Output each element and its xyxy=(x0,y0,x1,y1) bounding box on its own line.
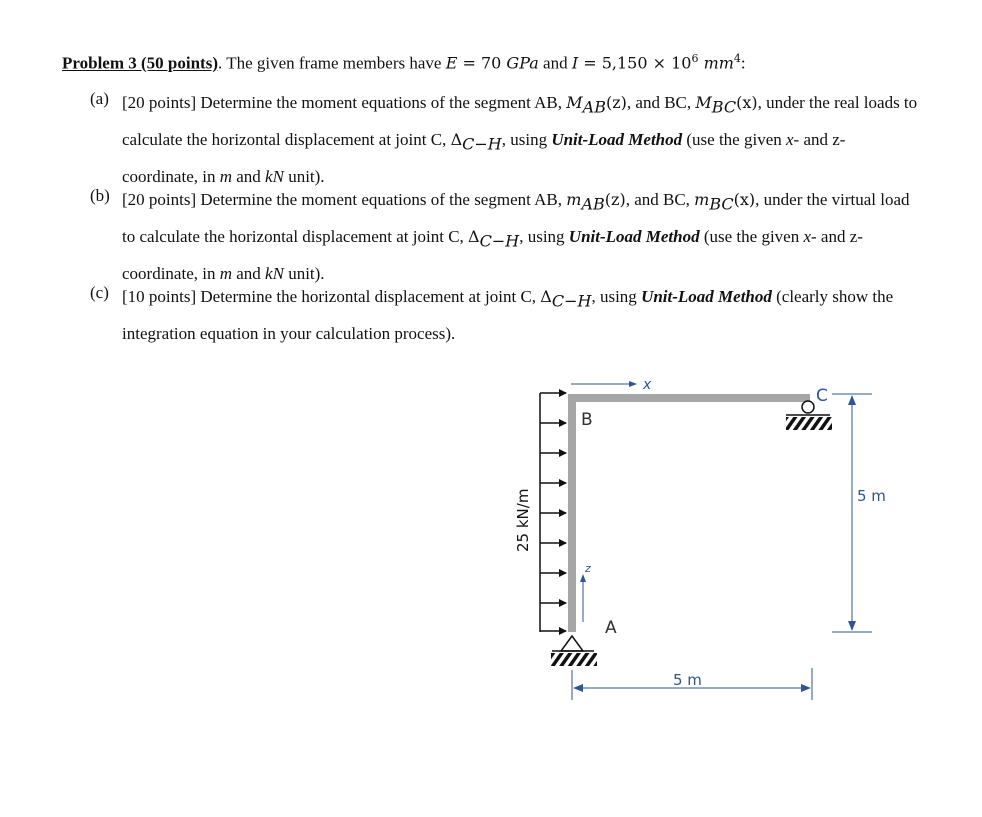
x-axis-label: x xyxy=(643,377,652,393)
I-exponent: 6 xyxy=(691,52,699,65)
joint-C-label: C xyxy=(816,386,828,406)
part-a-text-7: and xyxy=(232,166,266,186)
I-unit: mm xyxy=(698,53,734,73)
part-c-delta: Δ xyxy=(540,287,552,306)
part-a-M-BC: M xyxy=(695,93,712,112)
part-b-text-3: , under the virtual load to calculate the horizontal displacement at joint C, xyxy=(122,190,910,246)
part-a-M-BC-arg: (x) xyxy=(736,93,758,112)
part-b-text-6: - and z-coordinate, in xyxy=(122,226,863,283)
part-b-m-AB-sub: AB xyxy=(581,194,605,214)
part-a-text-8: unit). xyxy=(283,166,325,186)
part-b-text-5: (use the given xyxy=(699,226,804,246)
load-label: 25 kN/m xyxy=(514,488,532,552)
part-a-M-AB-arg: (z) xyxy=(605,93,627,112)
part-a-delta: Δ xyxy=(450,129,463,149)
part-a-text-1: [20 points] Determine the moment equations of the segment AB, xyxy=(122,93,567,112)
part-a-method: Unit-Load Method xyxy=(551,129,683,149)
part-b-text-7: and xyxy=(232,263,266,283)
part-c-text-3: (clearly show the integration equation in your calculation process). xyxy=(122,287,894,343)
part-b-m-BC-arg: (x) xyxy=(733,190,756,209)
I-symbol: I xyxy=(571,53,579,73)
part-b-text-8: unit). xyxy=(283,263,325,283)
E-symbol: E xyxy=(445,53,458,73)
I-unit-exponent: 4 xyxy=(733,52,741,65)
and-text: and xyxy=(538,53,572,73)
part-b-label: (b) xyxy=(90,186,110,205)
problem-heading: Problem 3 (50 points) xyxy=(62,53,218,73)
E-value: = 70 xyxy=(457,53,507,73)
part-c-text-1: [10 points] Determine the horizontal displacement at joint C, xyxy=(122,287,541,306)
part-b-delta-sub: C−H xyxy=(479,231,520,251)
part-a-text-4: , using xyxy=(501,129,552,149)
part-a-M-AB: M xyxy=(566,93,583,112)
colon: : xyxy=(740,53,746,73)
part-a-m: m xyxy=(219,166,232,186)
I-value: = 5,150 × 10 xyxy=(578,53,692,73)
part-b-x: x xyxy=(803,226,812,246)
distributed-load xyxy=(540,393,566,632)
height-dimension xyxy=(832,394,872,632)
part-a-delta-sub: C−H xyxy=(462,134,502,154)
part-c-method: Unit-Load Method xyxy=(641,287,772,306)
part-b-kn: kN xyxy=(265,263,284,283)
part-b-text-1: [20 points] Determine the moment equations of the segment AB, xyxy=(122,190,567,209)
part-a-x: x xyxy=(786,129,794,149)
intro-text: . The given frame members have xyxy=(218,53,446,73)
part-b-m: m xyxy=(219,263,232,283)
part-a-text-5: (use the given xyxy=(682,129,786,149)
part-b-m-BC-sub: BC xyxy=(709,194,734,214)
part-a-text-2: , and BC, xyxy=(626,93,696,112)
part-b-text-2: , and BC, xyxy=(625,190,695,209)
part-c-label: (c) xyxy=(90,283,109,302)
part-b-m-BC: m xyxy=(694,190,710,209)
z-axis-label: z xyxy=(585,562,591,575)
E-unit: GPa xyxy=(506,53,539,73)
joint-B-label: B xyxy=(581,410,593,430)
height-dimension-label: 5 m xyxy=(857,487,886,505)
part-b-m-AB: m xyxy=(566,190,582,209)
part-b-m-AB-arg: (z) xyxy=(604,190,626,209)
part-a-text-3: , under the real loads to calculate the horizontal displacement at joint C, xyxy=(122,93,918,149)
part-c-delta-sub: C−H xyxy=(551,291,592,311)
joint-A-label: A xyxy=(605,618,617,638)
part-a-M-BC-sub: BC xyxy=(711,97,737,117)
width-dimension-label: 5 m xyxy=(673,671,702,689)
part-a-M-AB-sub: AB xyxy=(582,97,606,117)
part-b-delta: Δ xyxy=(468,226,480,246)
part-b-method: Unit-Load Method xyxy=(568,226,700,246)
part-b-text-4: , using xyxy=(519,226,569,246)
part-c-text-2: , using xyxy=(591,287,642,306)
part-a-kn: kN xyxy=(265,166,284,186)
part-a-text-6: - and z-coordinate, in xyxy=(122,129,846,186)
part-a-label: (a) xyxy=(90,89,109,108)
pin-support-A xyxy=(551,636,597,666)
